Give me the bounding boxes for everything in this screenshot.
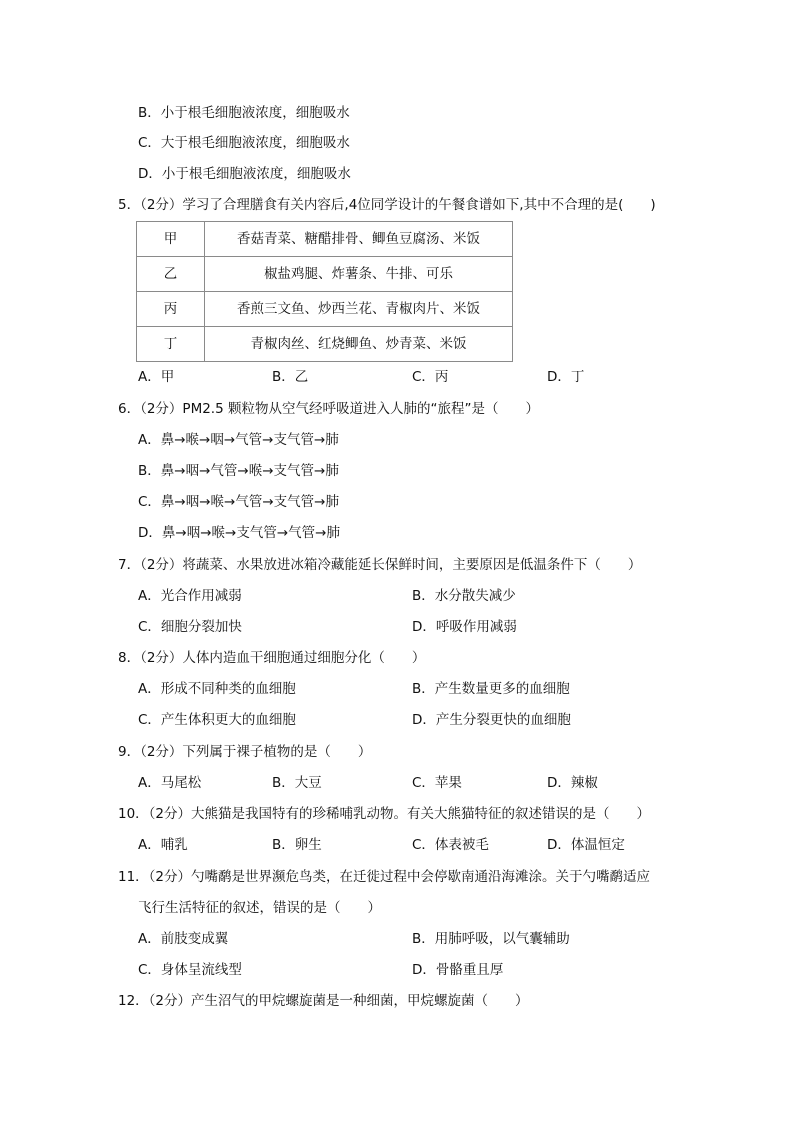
q9-option-b: B．大豆 [272,775,322,791]
q7-option-b: B．水分散失减少 [412,588,516,604]
q11-stem-line2: 飞行生活特征的叙述，错误的是（ ） [138,900,381,916]
table-row [137,327,513,362]
q6-stem: 6．（2分）PM2.5 颗粒物从空气经呼吸道进入人肺的“旅程”是（ ） [118,401,539,417]
q9-option-a: A．马尾松 [138,775,202,791]
q12-stem: 12．（2分）产生沼气的甲烷螺旋菌是一种细菌，甲烷螺旋菌（ ） [118,993,529,1009]
q11-option-b: B．用肺呼吸，以气囊辅助 [412,931,570,947]
q6-option-a: A．鼻→喉→咽→气管→支气管→肺 [138,432,339,448]
table-cell-student: 丙 [137,292,205,327]
table-cell-menu: 椒盐鸡腿、炸薯条、牛排、可乐 [205,257,513,292]
q4-option-c: C．大于根毛细胞液浓度，细胞吸水 [138,135,350,151]
q11-option-d: D．骨骼重且厚 [412,962,504,978]
table-cell-student: 乙 [137,257,205,292]
q10-stem: 10．（2分）大熊猫是我国特有的珍稀哺乳动物。有关大熊猫特征的叙述错误的是（ ） [118,806,651,822]
q10-option-b: B．卵生 [272,837,322,853]
q8-option-b: B．产生数量更多的血细胞 [412,681,570,697]
q10-option-d: D．体温恒定 [547,837,625,853]
table-cell-student: 丁 [137,327,205,362]
q11-option-a: A．前肢变成翼 [138,931,229,947]
q6-option-b: B．鼻→咽→气管→喉→支气管→肺 [138,463,339,479]
q10-option-a: A．哺乳 [138,837,188,853]
q7-stem: 7．（2分）将蔬菜、水果放进冰箱冷藏能延长保鲜时间，主要原因是低温条件下（ ） [118,557,642,573]
q8-option-a: A．形成不同种类的血细胞 [138,681,296,697]
q8-option-d: D．产生分裂更快的血细胞 [412,712,571,728]
q8-option-c: C．产生体积更大的血细胞 [138,712,296,728]
q4-option-d: D．小于根毛细胞液浓度，细胞吸水 [138,166,351,182]
q5-option-a: A．甲 [138,369,175,385]
q11-stem-line1: 11．（2分）勺嘴鹬是世界濒危鸟类，在迁徙过程中会停歇南通沿海滩涂。关于勺嘴鹬适应 [118,869,651,885]
q5-stem: 5．（2分）学习了合理膳食有关内容后,4位同学设计的午餐食谱如下,其中不合理的是( ) [118,197,656,213]
q5-option-d: D．丁 [547,369,585,385]
q5-menu-table [136,221,513,362]
q5-option-c: C．丙 [412,369,449,385]
q6-option-d: D．鼻→咽→喉→支气管→气管→肺 [138,525,340,541]
table-row [137,257,513,292]
q7-option-d: D．呼吸作用减弱 [412,619,517,635]
table-cell-menu: 香煎三文鱼、炒西兰花、青椒肉片、米饭 [205,292,513,327]
table-row [137,292,513,327]
table-cell-menu: 青椒肉丝、红烧鲫鱼、炒青菜、米饭 [205,327,513,362]
q4-option-b: B．小于根毛细胞液浓度，细胞吸水 [138,105,350,121]
q9-stem: 9．（2分）下列属于裸子植物的是（ ） [118,744,372,760]
q7-option-a: A．光合作用减弱 [138,588,242,604]
q7-option-c: C．细胞分裂加快 [138,619,242,635]
table-cell-menu: 香菇青菜、糖醋排骨、鲫鱼豆腐汤、米饭 [205,222,513,257]
q11-option-c: C．身体呈流线型 [138,962,242,978]
q6-option-c: C．鼻→咽→喉→气管→支气管→肺 [138,494,339,510]
q5-option-b: B．乙 [272,369,309,385]
q9-option-c: C．苹果 [412,775,462,791]
table-cell-student: 甲 [137,222,205,257]
q10-option-c: C．体表被毛 [412,837,489,853]
q8-stem: 8．（2分）人体内造血干细胞通过细胞分化（ ） [118,650,426,666]
table-row [137,222,513,257]
q9-option-d: D．辣椒 [547,775,598,791]
